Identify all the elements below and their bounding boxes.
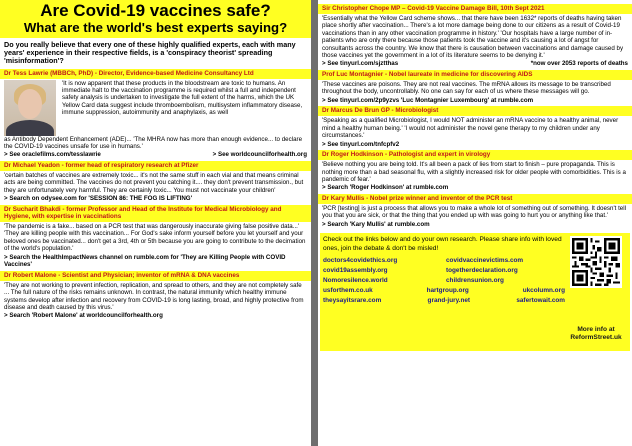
see-link-debrun[interactable]: > See tinyurl.com/tnfcpfv2: [322, 140, 400, 148]
footer-link[interactable]: safertowait.com: [516, 297, 565, 305]
see-line-mullis: [318, 221, 632, 230]
see-line-bhakdi: [0, 254, 311, 270]
see-link-malone[interactable]: > Search 'Robert Malone' at worldcouncilforhealth.org: [4, 312, 163, 320]
right-page: [318, 0, 632, 446]
quote-lawrie-part1: 'It is now apparent that these products in the bloodstream are toxic to humans. An immediate halt to the vaccination programme is required whilst a full and independent safety analysis is undertaken to investigate the full extent of the harms, which the UK Yellow Card data suggest include thromboembolism, multisystem inflammatory disease, immune suppression, autoimmunity and anaphylaxis, as well: [62, 79, 303, 117]
quote-debrun: 'Speaking as a qualified Microbiologist, I would NOT administer an mRNA vaccine to a healthy animal, never mind a healthy human being.' 'I would not administer the novel gene therapy to my children under any circumstances.': [322, 117, 619, 140]
see-line-montagnier: [318, 97, 632, 106]
quote-bhakdi: 'The pandemic is a fake... based on a PCR test that was dangerously inaccurate giving false positive data...' 'They are killing people with this vaccination... For God's sake inform yourself before you let yourself and your beloved ones be vaccinated... don't get a 3rd, 4th or 5th because you are going to contribute to the decimation of the world's population.': [4, 223, 306, 253]
see-link-chope[interactable]: > See tinyurl.com/sjztthas: [322, 60, 399, 68]
expert-header-malone: Dr Robert Malone - Scientist and Physician; inventor of mRNA & DNA vaccines: [0, 271, 311, 281]
see-link-montagnier[interactable]: > See tinyurl.com/2p9yzvs 'Luc Montagnier Luxembourg' at rumble.com: [322, 96, 534, 104]
expert-header-mullis: Dr Kary Mullis - Nobel prize winner and inventor of the PCR test: [318, 194, 632, 204]
footer-link[interactable]: Nomoresilence.world: [323, 277, 388, 285]
see-link-bhakdi[interactable]: > Search the HealthImpactNews channel on rumble.com for 'They are Killing People with COVID Vaccines': [4, 253, 286, 269]
link-row-3: [323, 287, 565, 295]
quote-lawrie-part2: as Antibody Dependent Enhancement (ADE)... 'The MHRA now has more than enough evidence... to declare the COVID-19 vaccines unsafe for use in humans.': [4, 135, 303, 151]
footer-link[interactable]: hartgroup.org: [426, 287, 469, 295]
expert-header-hodkinson: Dr Roger Hodkinson - Pathologist and expert in virology: [318, 150, 632, 160]
expert-header-debrun: Dr Marcus De Brun GP - Microbiologist: [318, 106, 632, 116]
quote-malone: 'They are not working to prevent infection, replication, and spread to others, and they are not completely safe ... The full nature of the risks remains unknown. In contrast, the natural immunity which healthy immune systems develop after infection and recovery from COVID-19 is long lasting, broad, and highly protective from disease and death caused by this virus.': [4, 281, 304, 312]
see-link-lawrie-2[interactable]: > See worldcouncilforhealth.org: [212, 151, 307, 159]
lawrie-section: [0, 79, 311, 136]
title-band: [0, 0, 311, 38]
see-line-yeadon: [0, 195, 311, 204]
expert-header-lawrie: Dr Tess Lawrie (MBBCh, PhD) - Director, Evidence-based Medicine Consultancy Ltd: [0, 69, 311, 79]
link-list: [323, 257, 565, 305]
expert-header-yeadon: Dr Michael Yeadon - former head of respiratory research at Pfizer: [0, 161, 311, 171]
quote-hodkinson: 'Believe nothing you are being told. It's all been a pack of lies from start to finish – pure propaganda. This is nothing more than a bad seasonal flu, with a slightly increased risk for older people with comorbidities. This is a pandemic of fear.': [322, 161, 626, 184]
footer-link[interactable]: grand-jury.net: [427, 297, 471, 305]
more-info-text[interactable]: More info at ReformStreet.uk: [570, 326, 622, 342]
footer-link[interactable]: togetherdeclaration.org: [446, 267, 518, 275]
left-page: [0, 0, 311, 446]
quote-mullis: 'PCR [testing] is just a process that allows you to make a whole lot of something out of something. It doesn't tell you that you are sick, or that the thing that you ended up with was going to hurt you or anything like that.': [322, 205, 626, 220]
footer-link[interactable]: covid19assembly.org: [323, 267, 388, 275]
quote-montagnier: 'These vaccines are poisons. They are not real vaccines. The mRNA allows its message to be transcribed throughout the body, uncontrollably. No one can say for each of us where these messages will go.: [322, 81, 611, 96]
quote-yeadon: 'certain batches of vaccines are extremely toxic... it's not the same stuff in each vial and that means criminal acts are being committed. The vaccines do not prevent you catching it.... they don't prevent transmission., but they are unfortunately very harmful. They are certainly toxic... You must not vaccinate your children': [4, 172, 304, 194]
link-row-4: [323, 297, 565, 305]
see-line-lawrie: [0, 151, 311, 160]
qr-code-icon[interactable]: [570, 236, 622, 288]
see-line-hodkinson: [318, 184, 632, 193]
expert-header-chope: Sir Christopher Chope MP – Covid-19 Vaccine Damage Bill, 10th Sept 2021: [318, 4, 632, 14]
footer-check-text: Check out the links below and do your own research. Please share info with loved ones, join the debate & don't be misled!: [323, 236, 562, 252]
see-link-hodkinson[interactable]: > Search 'Roger Hodkinson' at rumble.com: [322, 184, 449, 192]
footnote-chope: *now over 2053 reports of deaths: [530, 60, 628, 68]
footer-box: [320, 233, 630, 351]
page-title: Are Covid-19 vaccines safe?: [40, 1, 271, 20]
see-link-mullis[interactable]: > Search 'Kary Mullis' at rumble.com: [322, 220, 430, 228]
footer-link[interactable]: covidvaccinevictims.com: [446, 257, 524, 265]
footer-link[interactable]: usforthem.co.uk: [323, 287, 373, 295]
expert-header-montagnier: Prof Luc Montagnier - Nobel laureate in medicine for discovering AIDS: [318, 70, 632, 80]
see-link-yeadon[interactable]: > Search on odysee.com for 'SESSION 86: THE FOG IS LIFTING': [4, 195, 193, 203]
footer-link[interactable]: theysayitsrare.com: [323, 297, 382, 305]
see-line-debrun: [318, 141, 632, 150]
see-line-malone: [0, 312, 311, 321]
footer-right: [565, 236, 627, 348]
expert-photo: [4, 80, 56, 136]
see-line-chope: [318, 60, 632, 69]
footer-left: [323, 236, 565, 348]
see-link-lawrie[interactable]: > See oraclefilms.com/tesslawrie: [4, 151, 101, 159]
quote-chope: 'Essentially what the Yellow Card scheme shows... that there have been 1632* reports of deaths having taken place shortly after vaccination... There's a lot more damage being done to our citizens as a result of Covid-19 vaccinations than in any other vaccination programme in history.' 'Our hospitals have a large number of in-patients who are only there because those patients took the vaccine and it's causing a lot of angst for consultants across the country. We know that there is causation between vaccinations and damage caused by those vaccines yet the government in a lot of its literature seems to be denying it.': [322, 15, 624, 60]
expert-header-bhakdi: Dr Sucharit Bhakdi - former Professor and Head of the Institute for Medical Microbiology and Hygiene, with expertise in vaccinations: [0, 205, 311, 222]
footer-link[interactable]: doctors4covidethics.org: [323, 257, 398, 265]
page-subtitle: What are the world's best experts saying?: [23, 20, 288, 35]
intro-text: Do you really believe that every one of these highly qualified experts, each with many years' experience in their respective fields, is a 'conspiracy theorist' spreading 'misinformation'?: [4, 40, 296, 66]
footer-link[interactable]: childrensunion.org: [446, 277, 504, 285]
footer-link[interactable]: ukcolumn.org: [522, 287, 565, 295]
